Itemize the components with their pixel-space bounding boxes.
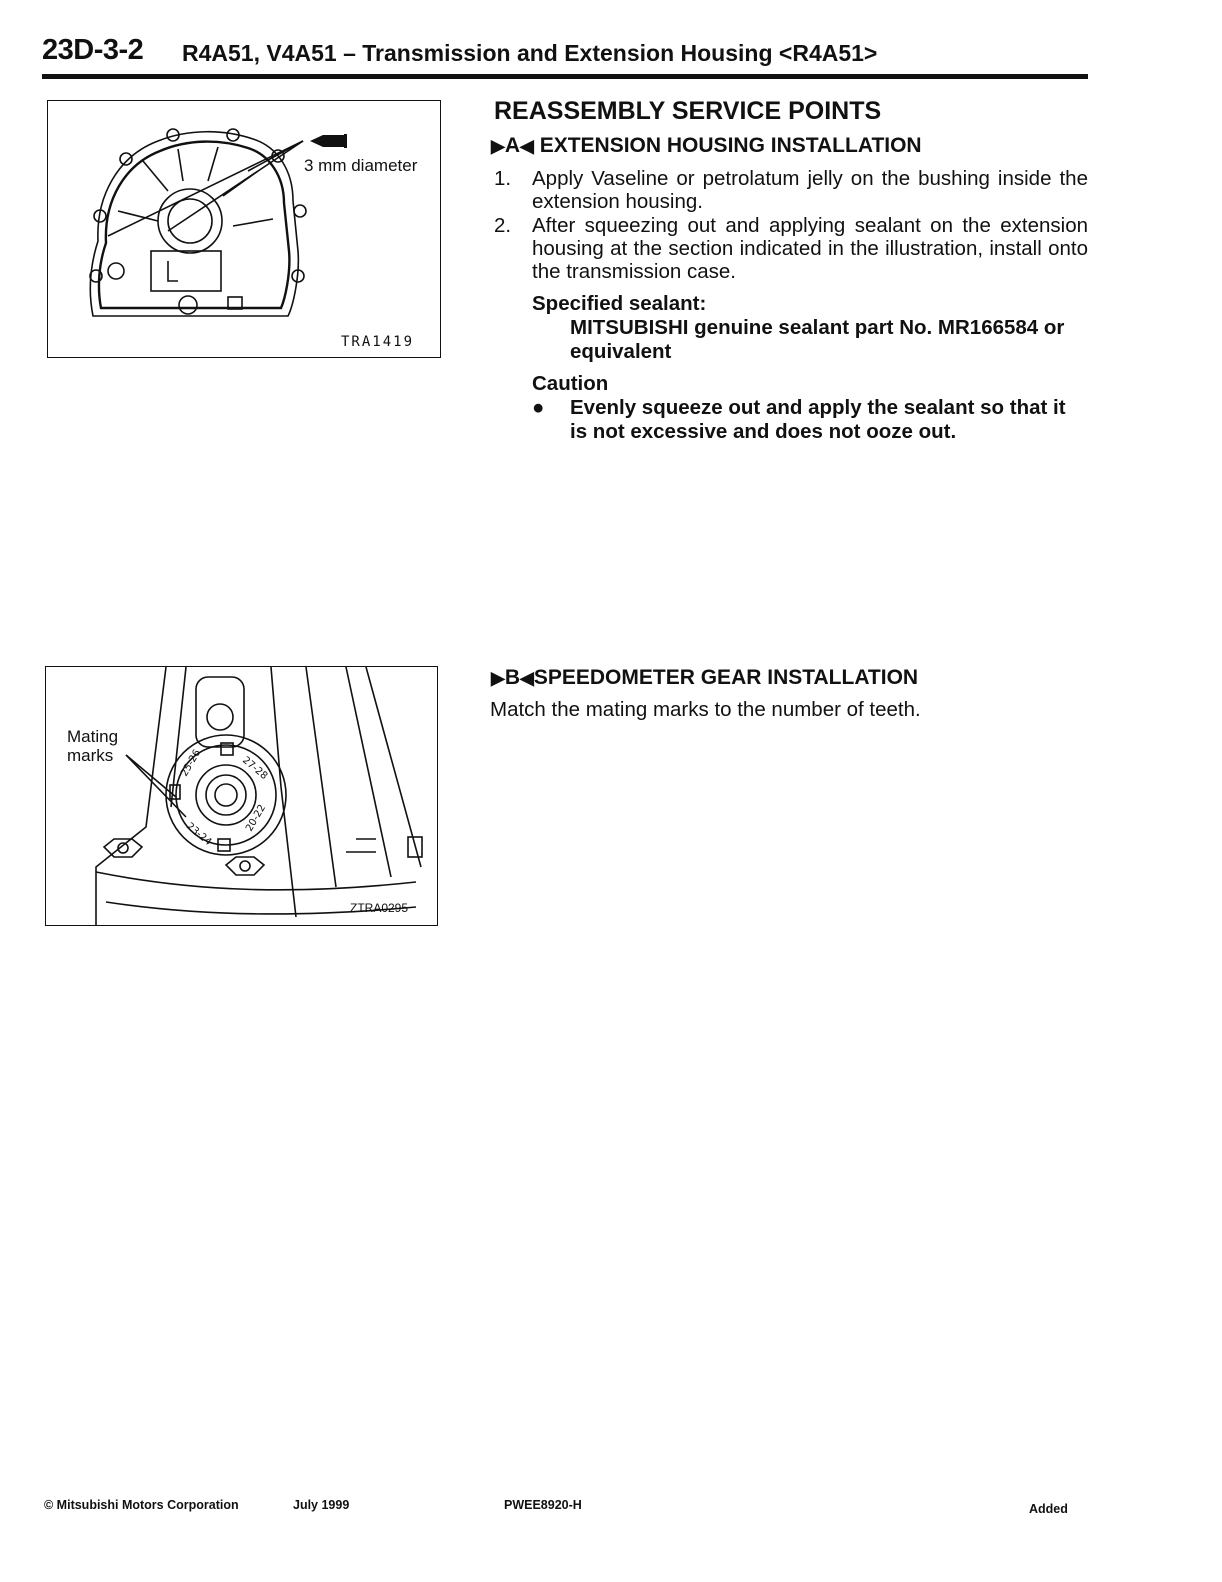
- subsection-b-heading: [491, 666, 918, 690]
- marker-left-icon: ◀: [520, 136, 534, 156]
- subsection-a-heading: [491, 134, 922, 158]
- caution-text: Evenly squeeze out and apply the sealant so that it is not excessive and does not ooze out.: [570, 396, 1066, 443]
- figure-code: TRA1419: [341, 334, 415, 350]
- caution-label: Caution: [532, 372, 609, 395]
- step-text: Apply Vaseline or petrolatum jelly on the bushing inside the extension housing.: [532, 167, 1088, 213]
- spec-label: Specified sealant:: [532, 292, 707, 315]
- marker-letter: B: [504, 666, 521, 689]
- subsection-b-text: Match the mating marks to the number of teeth.: [490, 698, 921, 721]
- speedometer-gear-figure: [45, 666, 438, 926]
- footer-status: Added: [1029, 1502, 1068, 1516]
- bullet-icon: ●: [532, 396, 545, 419]
- marker-left-icon: ◀: [520, 668, 534, 688]
- marker-right-icon: ▶: [491, 136, 505, 156]
- svg-text:25-26: 25-26: [179, 747, 204, 779]
- marker-right-icon: ▶: [491, 668, 505, 688]
- page-number: 23D-3-2: [42, 34, 144, 66]
- figure-code: ZTRA0295: [350, 901, 409, 915]
- subsection-a-title: EXTENSION HOUSING INSTALLATION: [539, 134, 922, 157]
- extension-housing-figure: [47, 100, 441, 358]
- svg-text:20-22: 20-22: [244, 802, 269, 834]
- footer-date: July 1999: [293, 1498, 350, 1512]
- section-title: REASSEMBLY SERVICE POINTS: [494, 97, 882, 125]
- speedometer-gear-illustration: [46, 667, 437, 925]
- step-text: After squeezing out and applying sealant on the extension housing at the section indicated in the illustration, install onto the transmission case.: [532, 214, 1088, 283]
- svg-text:23-24: 23-24: [184, 820, 214, 848]
- step-number: 1.: [494, 167, 512, 190]
- header-rule: [42, 74, 1088, 79]
- spec-value: MITSUBISHI genuine sealant part No. MR166584 or equivalent: [570, 316, 1065, 363]
- page-title: R4A51, V4A51 – Transmission and Extension Housing <R4A51>: [182, 40, 878, 66]
- svg-text:27-28: 27-28: [240, 754, 270, 782]
- footer-doc-code: PWEE8920-H: [504, 1498, 582, 1512]
- step-number: 2.: [494, 214, 512, 237]
- subsection-b-title: SPEEDOMETER GEAR INSTALLATION: [533, 666, 919, 689]
- sealant-bead-icon: [310, 134, 347, 148]
- diameter-callout: 3 mm diameter: [304, 156, 418, 175]
- extension-housing-illustration: [48, 101, 440, 357]
- mating-marks-callout: Mating marks: [67, 727, 119, 765]
- footer-copyright: © Mitsubishi Motors Corporation: [44, 1498, 239, 1512]
- marker-letter: A: [504, 134, 521, 157]
